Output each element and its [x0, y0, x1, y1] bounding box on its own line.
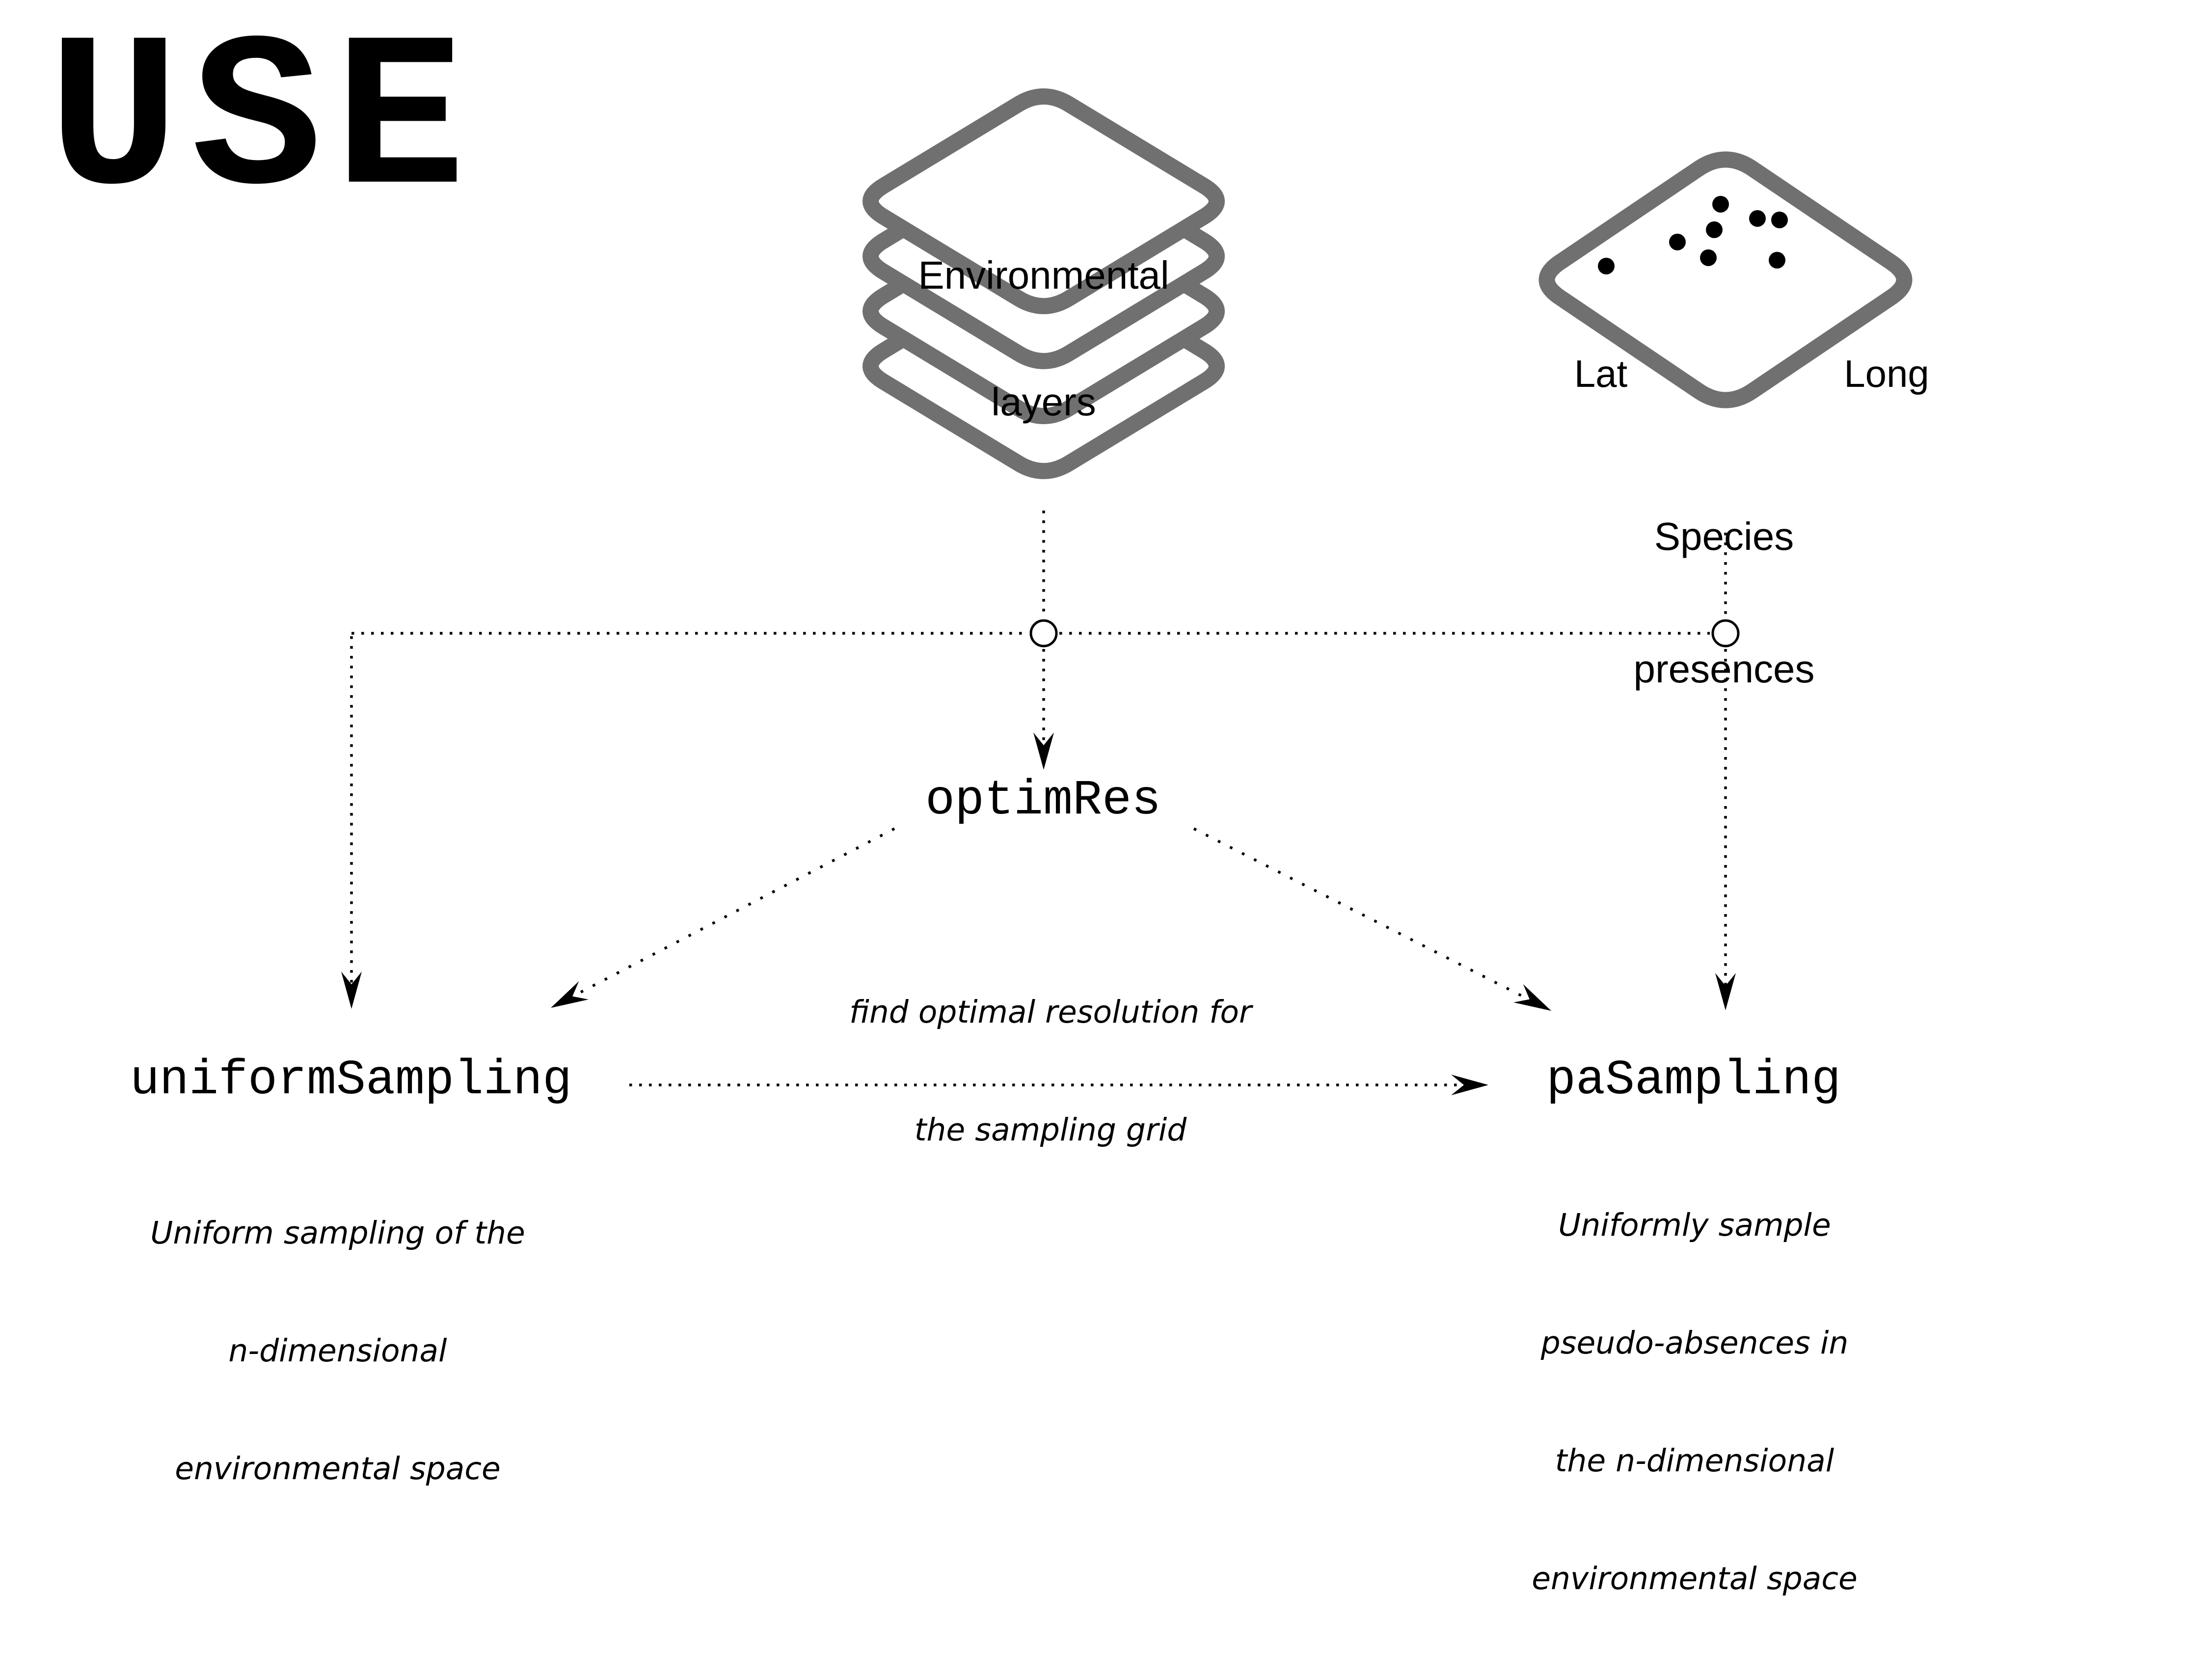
connector-optimres-to-uniformsampling: [557, 829, 894, 1004]
uniformsampling-function-name: uniformSampling: [130, 1053, 572, 1109]
uniformsampling-description-line3: environmental space: [175, 1451, 501, 1487]
pasampling-description-line3: the n-dimensional: [1555, 1443, 1834, 1479]
species-presences-caption: [1633, 426, 1814, 780]
pasampling-description-line2: pseudo-absences in: [1540, 1325, 1849, 1361]
optimres-description-line2: the sampling grid: [914, 1112, 1187, 1148]
optimres-description-line1: find optimal resolution for: [849, 994, 1252, 1030]
pasampling-description: [1532, 1127, 1858, 1677]
arrowhead-into-uniformsampling: [341, 972, 362, 1009]
optimres-description: [849, 914, 1252, 1228]
presence-dot: [1598, 258, 1615, 274]
presence-dot: [1769, 252, 1785, 269]
environmental-layers-label-line1: Environmental: [918, 253, 1169, 297]
pasampling-description-line4: environmental space: [1532, 1561, 1858, 1596]
pasampling-description-line1: Uniformly sample: [1558, 1207, 1831, 1243]
presence-dot: [1706, 221, 1723, 238]
arrowhead-diagonal-right: [1513, 984, 1556, 1020]
presence-dot: [1771, 212, 1788, 228]
presence-dot: [1700, 249, 1717, 266]
junction-circle-left: [1031, 621, 1056, 646]
presence-dot: [1712, 196, 1729, 213]
species-presences-caption-line1: Species: [1654, 514, 1794, 558]
optimres-function-name: optimRes: [925, 773, 1161, 829]
presence-dot: [1749, 210, 1766, 227]
lat-axis-label: Lat: [1574, 352, 1628, 395]
environmental-layers-label-line2: layers: [991, 380, 1096, 424]
uniformsampling-description-line1: Uniform sampling of the: [150, 1215, 525, 1251]
arrowhead-diagonal-left: [546, 981, 589, 1017]
arrowhead-into-pasampling: [1715, 973, 1736, 1010]
use-logo: USE: [48, 0, 478, 247]
species-presences-caption-line2: presences: [1633, 647, 1815, 691]
pasampling-function-name: paSampling: [1546, 1053, 1841, 1109]
long-axis-label: Long: [1844, 352, 1929, 395]
environmental-layers-label: [918, 170, 1169, 508]
uniformsampling-description-line2: n-dimensional: [228, 1333, 447, 1369]
presence-dot: [1669, 234, 1686, 250]
uniformsampling-description: [150, 1135, 525, 1567]
